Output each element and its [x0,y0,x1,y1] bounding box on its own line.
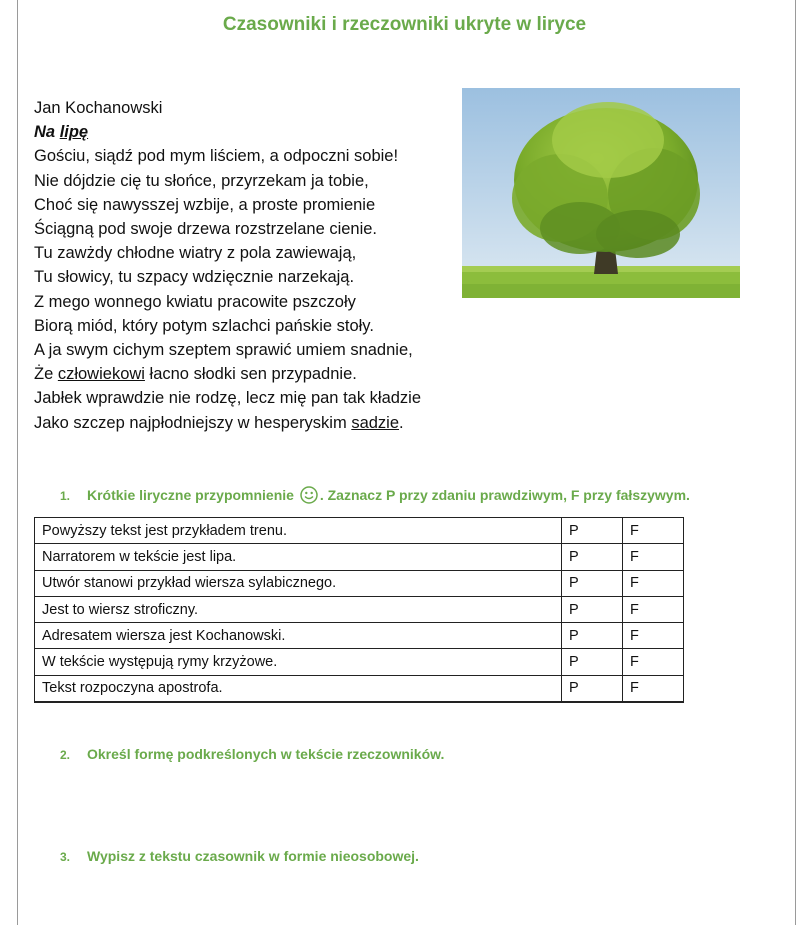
poem-line: A ja swym cichym szeptem sprawić umiem snadnie, [34,341,413,360]
poem-line-text: Że [34,365,58,384]
f-cell[interactable]: F [623,570,684,596]
table-row [35,596,684,622]
poem-line: Tu zawżdy chłodne wiatry z pola zawiewają, [34,244,357,263]
f-cell[interactable]: F [623,544,684,570]
question-2 [60,746,444,762]
poem-line: Jabłek wprawdzie nie rodzę, lecz mię pan tak kładzie [34,389,422,408]
table-row [35,518,684,544]
poem-line-text: Jako szczep najpłodniejszy w hesperyskim [34,413,352,432]
f-cell[interactable]: F [623,649,684,675]
poem-line: Biorą miód, który potym szlachci pańskie stoły. [34,316,374,335]
true-false-table [34,517,684,703]
poem-line: Ściągną pod swoje drzewa rozstrzelane cienie. [34,220,378,239]
p-cell[interactable]: P [562,544,623,570]
table-row [35,623,684,649]
tree-photo [462,88,740,298]
f-cell[interactable]: F [623,675,684,701]
table-row [35,570,684,596]
poem-line: Tu słowicy, tu szpacy wdzięcznie narzekają. [34,268,355,287]
question-1-text-before: Krótkie liryczne przypomnienie [87,487,294,503]
f-cell[interactable]: F [623,596,684,622]
poem-author: Jan Kochanowski [34,99,163,117]
poem-line [34,411,421,435]
poem-title-prefix: Na [34,123,60,142]
statement-cell: Jest to wiersz stroficzny. [35,596,562,622]
poem-line: Z mego wonnego kwiatu pracowite pszczoły [34,292,356,311]
smiley-icon [300,486,318,507]
tree-illustration [462,88,740,298]
f-cell[interactable]: F [623,623,684,649]
poem-line-text: . [399,413,404,432]
question-number: 1. [60,489,71,503]
p-cell[interactable]: P [562,623,623,649]
p-cell[interactable]: P [562,675,623,701]
statement-cell: W tekście występują rymy krzyżowe. [35,649,562,675]
poem-line: Gościu, siądź pod mym liściem, a odpoczni sobie! [34,147,399,166]
p-cell[interactable]: P [562,518,623,544]
p-cell[interactable]: P [562,649,623,675]
table-row [35,649,684,675]
p-cell[interactable]: P [562,596,623,622]
underlined-noun: sadzie [351,413,400,432]
table-row [35,675,684,701]
question-2-text: Określ formę podkreślonych w tekście rzeczowników. [87,746,445,762]
statement-cell: Utwór stanowi przykład wiersza sylabicznego. [35,570,562,596]
underlined-noun: człowiekowi [57,365,145,384]
page-border-left [17,0,18,925]
table-row [35,544,684,570]
question-3-text: Wypisz z tekstu czasownik w formie nieosobowej. [87,848,419,864]
poem-line: Choć się nawysszej wzbije, a proste promienie [34,195,376,214]
statement-cell: Tekst rozpoczyna apostrofa. [35,675,562,701]
question-1-text-after: . Zaznacz P przy zdaniu prawdziwym, F przy fałszywym. [319,487,690,503]
page-border-right [795,0,796,925]
statement-cell: Powyższy tekst jest przykładem trenu. [35,518,562,544]
poem-line [34,362,421,386]
p-cell[interactable]: P [562,570,623,596]
question-1 [60,486,690,507]
question-number: 3. [60,850,71,864]
page-title: Czasowniki i rzeczowniki ukryte w liryce [222,14,587,35]
poem-title-underlined: lipę [59,123,89,142]
poem-title [34,120,421,144]
f-cell[interactable]: F [623,518,684,544]
question-number: 2. [60,748,71,762]
poem [34,96,421,435]
statement-cell: Adresatem wiersza jest Kochanowski. [35,623,562,649]
poem-line-text: łacno słodki sen przypadnie. [144,365,357,384]
statement-cell: Narratorem w tekście jest lipa. [35,544,562,570]
poem-line: Nie dójdzie cię tu słońce, przyrzekam ja tobie, [34,171,369,190]
question-3 [60,848,419,864]
